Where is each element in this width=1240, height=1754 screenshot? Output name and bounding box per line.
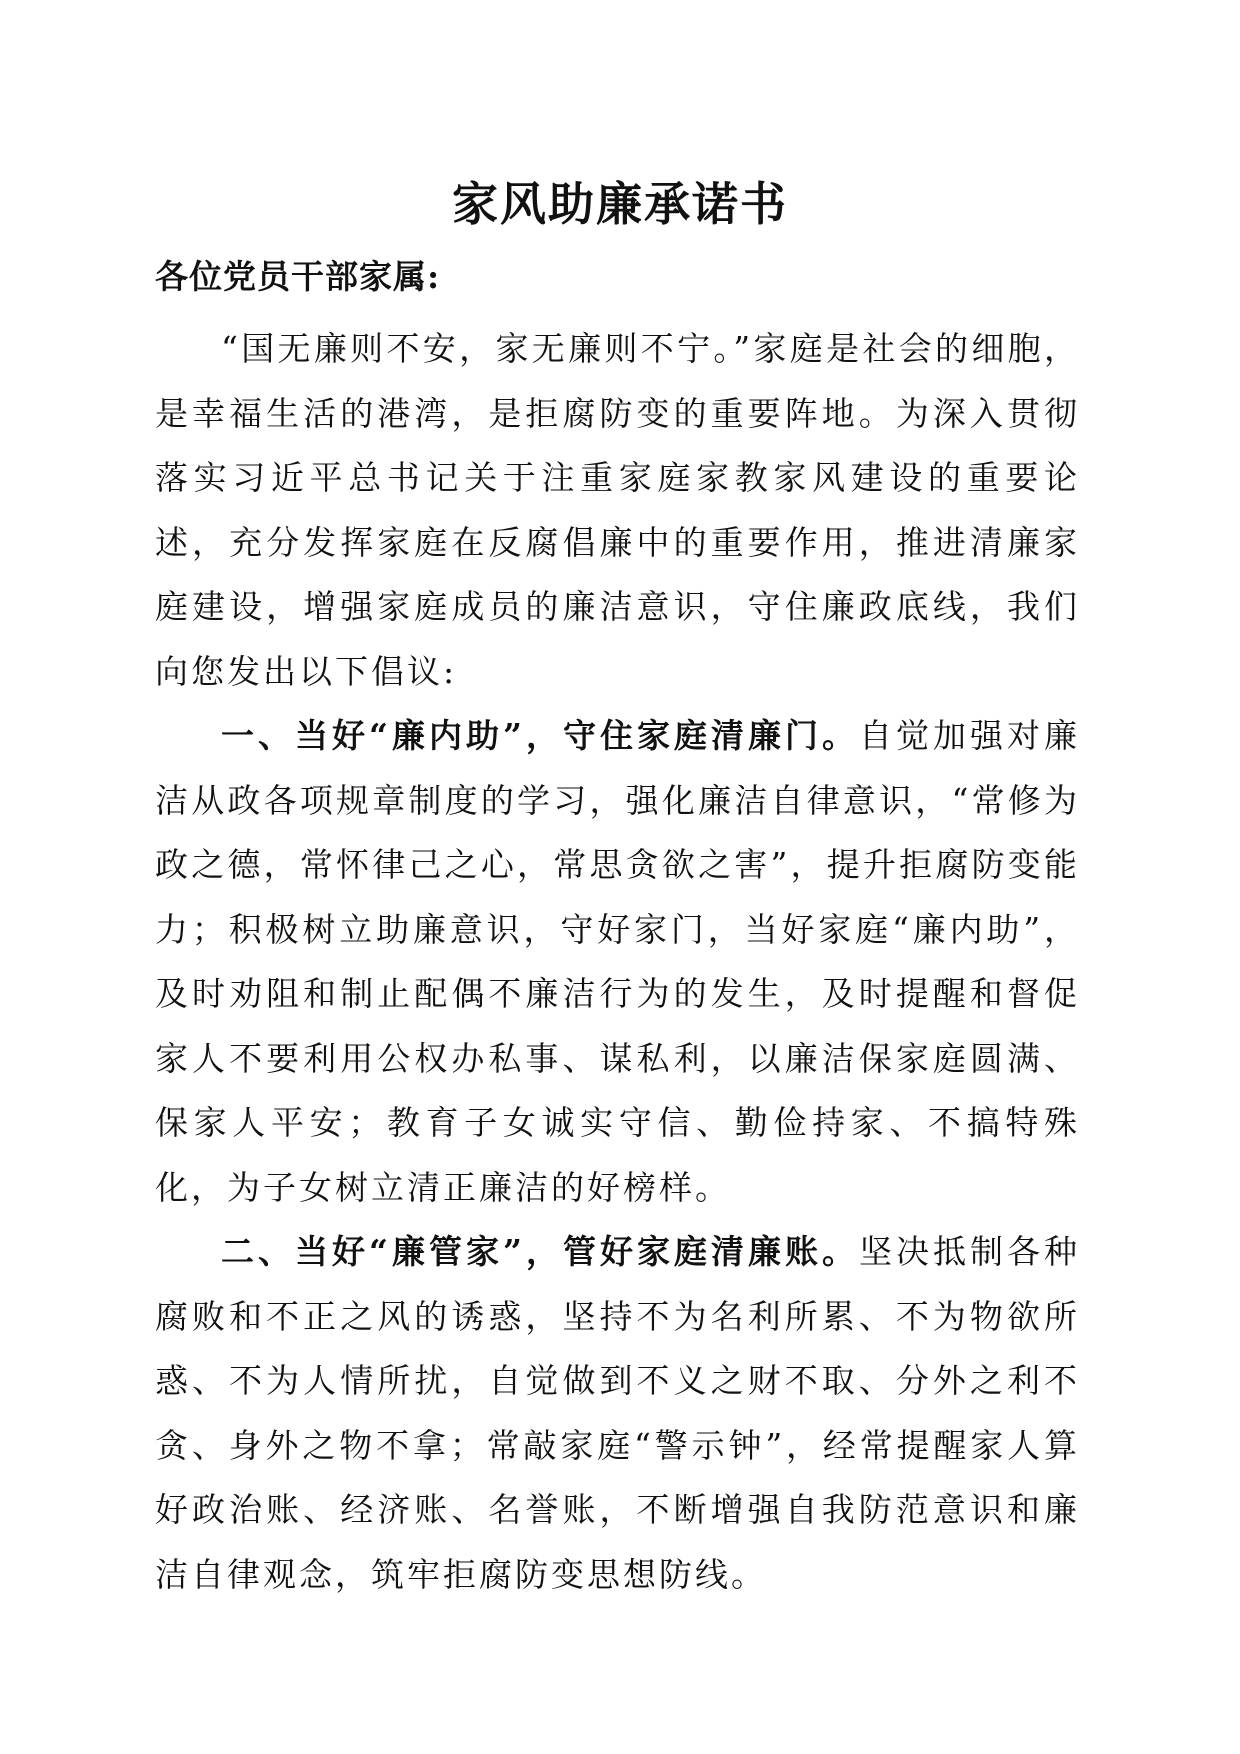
document-body [155,317,1080,1607]
section-paragraph-1 [155,704,1080,1220]
page-title: 家风助廉承诺书 [452,177,788,231]
section-text-1: 自觉加强对廉洁从政各项规章制度的学习，强化廉洁自律意识，“常修为政之德，常怀律己之心，常思贪欲之害”，提升拒腐防变能力；积极树立助廉意识，守好家门，当好家庭“廉内助”，及时劝阻和制止配偶不廉洁行为的发生，及时提醒和督促家人不要利用公权办私事、谋私利，以廉洁保家庭圆满、保家人平安；教育子女诚实守信、勤俭持家、不搞特殊化，为子女树立清正廉洁的好榜样。 [155,716,1081,1207]
section-heading-2: 二、当好“廉管家”，管好家庭清廉账。 [221,1232,859,1271]
section-heading-1: 一、当好“廉内助”，守住家庭清廉门。 [221,716,859,755]
intro-paragraph: “国无廉则不安，家无廉则不宁。”家庭是社会的细胞，是幸福生活的港湾，是拒腐防变的重要阵地。为深入贯彻落实习近平总书记关于注重家庭家教家风建设的重要论述，充分发挥家庭在反腐倡廉中的重要作用，推进清廉家庭建设，增强家庭成员的廉洁意识，守住廉政底线，我们向您发出以下倡议: [155,329,1080,691]
salutation: 各位党员干部家属: [155,257,441,296]
section-text-2: 坚决抵制各种腐败和不正之风的诱惑，坚持不为名利所累、不为物欲所惑、不为人情所扰，自觉做到不义之财不取、分外之利不贪、身外之物不拿；常敲家庭“警示钟”，经常提醒家人算好政治账、经济账、名誉账，不断增强自我防范意识和廉洁自律观念，筑牢拒腐防变思想防线。 [155,1232,1081,1594]
section-paragraph-2 [155,1220,1080,1607]
